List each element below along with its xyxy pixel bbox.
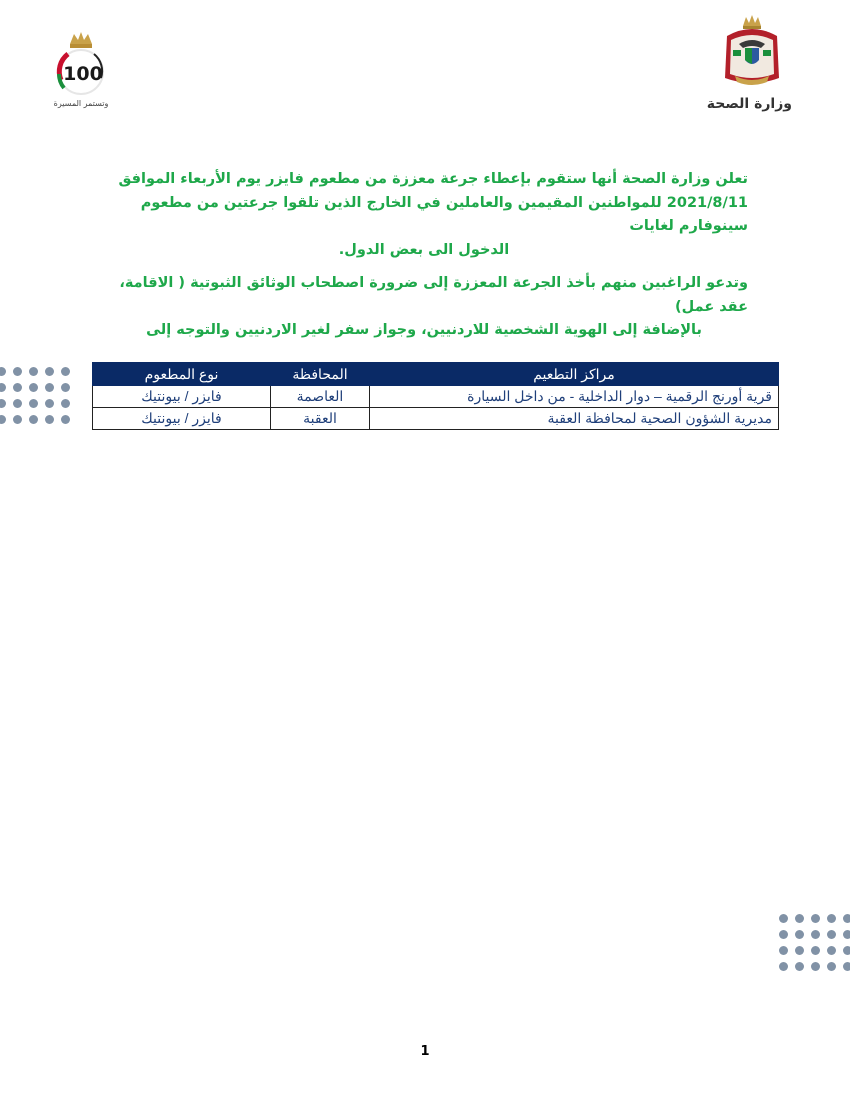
announcement-line: وتدعو الراغبين منهم بأخذ الجرعة المعززة إلى ضرورة اصطحاب الوثائق الثبوتية ( الاقامة، عقد عمل) — [119, 275, 748, 315]
announcement-line: الدخول الى بعض الدول. — [338, 241, 510, 258]
cell-vaccine: فايزر / بيونتيك — [93, 386, 271, 408]
centenary-crown-icon — [48, 30, 114, 98]
centenary-logo — [48, 30, 114, 110]
cell-center: مديرية الشؤون الصحية لمحافظة العقبة — [370, 408, 779, 430]
cell-vaccine: فايزر / بيونتيك — [93, 408, 271, 430]
table-header-row — [93, 363, 779, 386]
cell-governorate: العقبة — [271, 408, 370, 430]
announcement-paragraph-2 — [100, 272, 748, 343]
ministry-name: وزارة الصحة — [706, 96, 792, 112]
coat-of-arms-icon — [721, 14, 783, 94]
table-row — [93, 408, 779, 430]
announcement-paragraph-1 — [100, 168, 748, 262]
header-governorate: المحافظة — [271, 363, 370, 386]
ministry-logo — [706, 14, 792, 120]
centenary-caption: وتستمر المسيرة — [53, 99, 109, 108]
header-center: مراكز التطعيم — [370, 363, 779, 386]
svg-text:100: 100 — [63, 63, 103, 85]
page-number: 1 — [420, 1044, 430, 1059]
decorative-dots-left — [0, 367, 71, 425]
cell-governorate: العاصمة — [271, 386, 370, 408]
cell-center: قرية أورنج الرقمية – دوار الداخلية - من داخل السيارة — [370, 386, 779, 408]
table-row — [93, 386, 779, 408]
announcement — [100, 168, 748, 343]
header-vaccine: نوع المطعوم — [93, 363, 271, 386]
announcement-line: بالإضافة إلى الهوية الشخصية للاردنيين، وجواز سفر لغير الاردنيين والتوجه إلى — [146, 322, 702, 338]
announcement-line: 2021/8/11 للمواطنين المقيمين والعاملين في الخارج الذين تلقوا جرعتين من مطعوم سينوفارم لغايات — [140, 194, 748, 234]
vaccination-centers-table — [92, 362, 779, 430]
decorative-dots-right — [779, 914, 850, 972]
announcement-line: تعلن وزارة الصحة أنها ستقوم بإعطاء جرعة معززة من مطعوم فايزر يوم الأربعاء الموافق — [118, 171, 748, 187]
